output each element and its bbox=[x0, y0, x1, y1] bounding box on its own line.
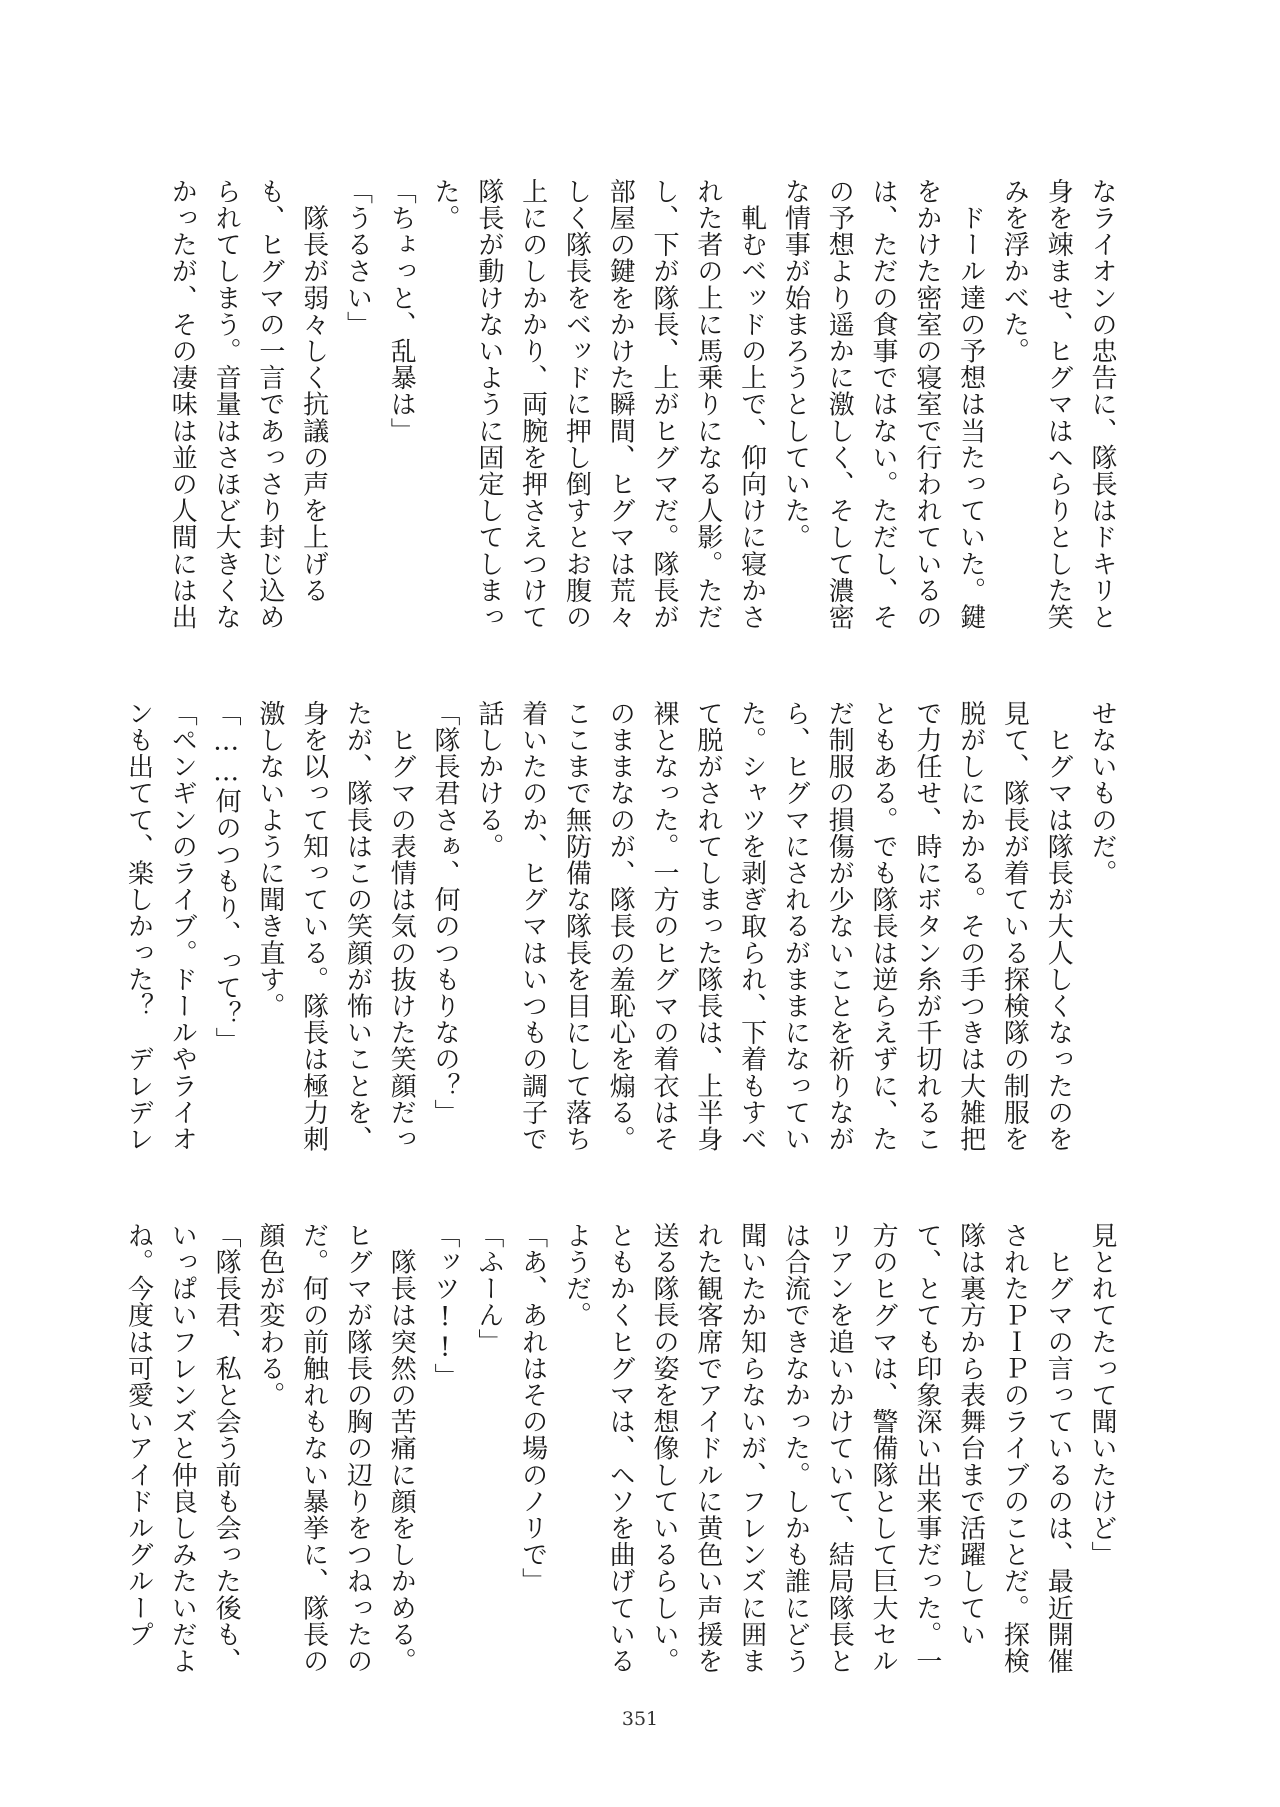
text-tier-top bbox=[157, 178, 1123, 640]
dialogue-line: 「ちょっと、乱暴は」 bbox=[386, 178, 417, 444]
dialogue-line: 「隊長君、私と会う前も会った後も、いっぱいフレンズと仲良しみたいだよね。今度は可愛いアイドルグループ bbox=[123, 1222, 242, 1675]
dialogue-line: 「あ、あれはその場のノリで」 bbox=[517, 1222, 548, 1595]
dialogue-line: 「ふーん」 bbox=[473, 1222, 504, 1355]
text-tier-bottom bbox=[123, 1222, 1123, 1684]
paragraph: 軋むベッドの上で、仰向けに寝かされた者の上に馬乗りになる人影。ただし、下が隊長、上がヒグマだ。隊長が部屋の鍵をかけた瞬間、ヒグマは荒々しく隊長をベッドに押し倒すとお腹の上にのしかかり、両腕を押さえつけて隊長が動けないように固定してしまった。 bbox=[430, 178, 767, 631]
dialogue-line: 「ッツ!!」 bbox=[430, 1222, 461, 1390]
paragraph: せないものだ。 bbox=[1087, 700, 1117, 887]
dialogue-line: 「隊長君さぁ、何のつもりなの？」 bbox=[430, 700, 461, 1126]
dialogue-line: 「うるさい」 bbox=[342, 178, 373, 338]
paragraph: ヒグマの表情は気の抜けた笑顔だったが、隊長はこの笑顔が怖いことを、身を以って知っている。隊長は極力刺激しないように聞き直す。 bbox=[254, 700, 417, 1153]
paragraph: 見とれてたって聞いたけど」 bbox=[1087, 1222, 1117, 1568]
paragraph: 隊長は突然の苦痛に顔をしかめる。ヒグマが隊長の胸の辺りをつねったのだ。何の前触れもない暴挙に、隊長の顔色が変わる。 bbox=[254, 1222, 417, 1675]
text-tier-middle bbox=[123, 700, 1123, 1162]
paragraph: ドール達の予想は当たっていた。鍵をかけた密室の寝室で行われているのは、ただの食事ではない。ただし、その予想より遥かに激しく、そして濃密な情事が始まろうとしていた。 bbox=[780, 178, 986, 631]
paragraph: 隊長が弱々しく抗議の声を上げるも、ヒグマの一言であっさり封じ込められてしまう。音量はさほど大きくなかったが、その凄味は並の人間には出 bbox=[167, 178, 329, 631]
page-number: 351 bbox=[621, 1708, 659, 1730]
dialogue-line: 「ペンギンのライブ。ドールやライオンも出てて、楽しかった？ デレデレ bbox=[123, 700, 198, 1153]
paragraph: ヒグマは隊長が大人しくなったのを見て、隊長が着ている探検隊の制服を脱がしにかかる。その手つきは大雑把で力任せ、時にボタン糸が千切れることもある。でも隊長は逆らえずに、ただ制服の損傷が少ないことを祈りながら、ヒグマにされるがままになっていた。シャツを剥ぎ取られ、下着もすべて脱がされてしまった隊長は、上半身裸となった。一方のヒグマの着衣はそのままなのが、隊長の羞恥心を煽る。ここまで無防備な隊長を目にして落ち着いたのか、ヒグマはいつもの調子で話しかける。 bbox=[473, 700, 1074, 1153]
paragraph: なライオンの忠告に、隊長はドキリと身を竦ませ、ヒグマはへらりとした笑みを浮かべた。 bbox=[999, 178, 1117, 631]
paragraph: ヒグマの言っているのは、最近開催されたＰＩＰのライブのことだ。探検隊は裏方から表舞台まで活躍していて、とても印象深い出来事だった。一方のヒグマは、警備隊として巨大セルリアンを追いかけていて、結局隊長とは合流できなかった。しかも誰にどう聞いたか知らないが、フレンズに囲まれた観客席でアイドルに黄色い声援を送る隊長の姿を想像しているらしい。ともかくヒグマは、ヘソを曲げているようだ。 bbox=[561, 1222, 1074, 1675]
dialogue-line: 「……何のつもり、って？」 bbox=[211, 700, 242, 1054]
